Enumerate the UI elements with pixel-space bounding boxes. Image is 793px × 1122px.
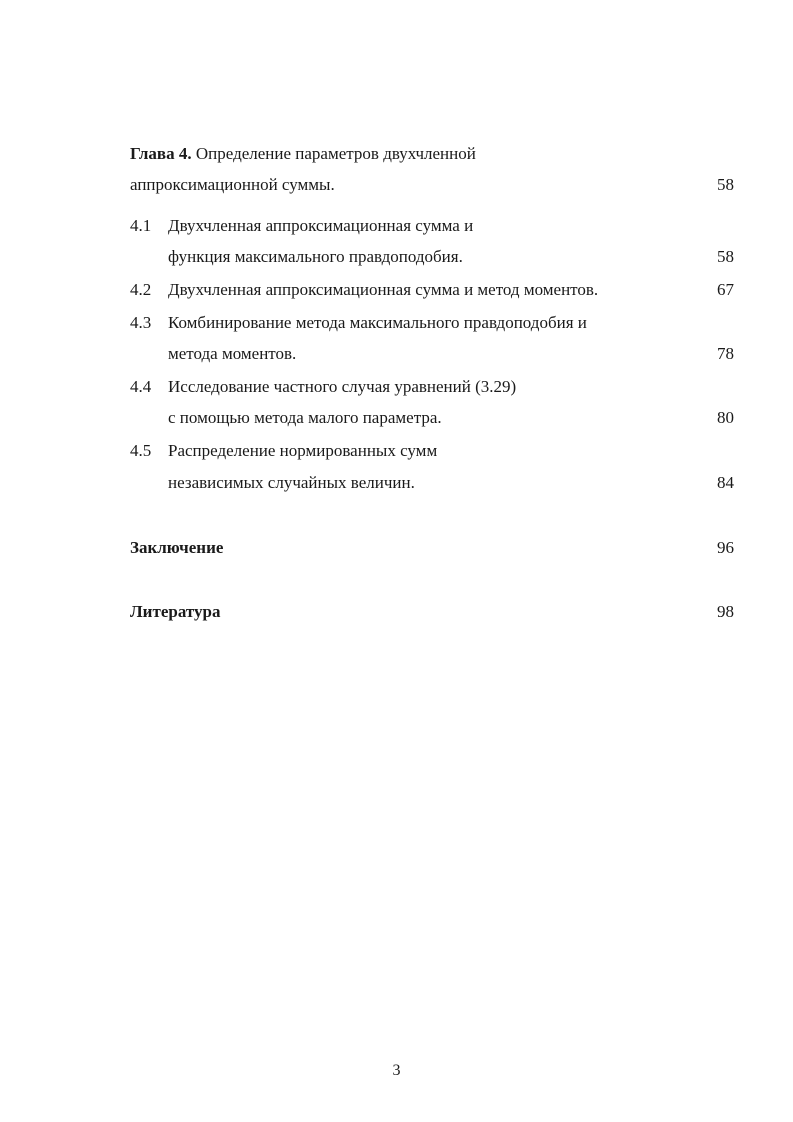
chapter-title-part2: аппроксимационной суммы. bbox=[130, 175, 335, 194]
literature-title: Литература bbox=[130, 602, 221, 621]
toc-chapter4-line1 bbox=[0, 141, 793, 167]
toc-page-number: 80 bbox=[717, 408, 734, 427]
toc-page-number: 58 bbox=[717, 175, 734, 194]
toc-page-number: 67 bbox=[717, 280, 734, 299]
toc-page-number: 58 bbox=[717, 247, 734, 266]
chapter-title-part1: Определение параметров двухчленной bbox=[195, 144, 476, 163]
toc-entry-4-4-line1 bbox=[0, 374, 793, 400]
toc-page-number: 78 bbox=[717, 344, 734, 363]
toc-entry-4-3-line2 bbox=[0, 341, 793, 367]
section-title: Исследование частного случая уравнений (3.29) bbox=[168, 377, 517, 396]
toc-entry-4-4-line2 bbox=[0, 405, 793, 431]
toc-entry-4-5-line1 bbox=[0, 438, 793, 464]
toc-entry-4-1-line1 bbox=[0, 213, 793, 239]
toc-entry-conclusion bbox=[0, 535, 793, 561]
toc-page-number: 98 bbox=[717, 602, 734, 621]
section-number: 4.5 bbox=[130, 441, 152, 460]
section-number: 4.2 bbox=[130, 280, 152, 299]
toc-chapter4-line2 bbox=[0, 172, 793, 198]
section-number: 4.1 bbox=[130, 216, 152, 235]
section-title-cont: независимых случайных величин. bbox=[168, 473, 415, 492]
page-number-footer: 3 bbox=[392, 1062, 401, 1079]
section-title-cont: с помощью метода малого параметра. bbox=[168, 408, 442, 427]
toc-page-number: 96 bbox=[717, 538, 734, 557]
toc-entry-4-5-line2 bbox=[0, 470, 793, 496]
section-title-cont: функция максимального правдоподобия. bbox=[168, 247, 463, 266]
section-number: 4.3 bbox=[130, 313, 152, 332]
section-title: Двухчленная аппроксимационная сумма и bbox=[168, 216, 474, 235]
toc-entry-literature bbox=[0, 599, 793, 625]
toc-page-number: 84 bbox=[717, 473, 734, 492]
section-title: Комбинирование метода максимального правдоподобия и bbox=[168, 313, 587, 332]
section-number: 4.4 bbox=[130, 377, 152, 396]
toc-entry-4-3-line1 bbox=[0, 310, 793, 336]
chapter-label: Глава 4. bbox=[130, 144, 192, 163]
section-title-cont: метода моментов. bbox=[168, 344, 297, 363]
conclusion-title: Заключение bbox=[130, 538, 224, 557]
section-title: Распределение нормированных сумм bbox=[168, 441, 438, 460]
toc-entry-4-1-line2 bbox=[0, 244, 793, 270]
toc-chapter4-title bbox=[130, 141, 476, 167]
toc-entry-4-2 bbox=[0, 277, 793, 303]
section-title: Двухчленная аппроксимационная сумма и метод моментов. bbox=[168, 280, 599, 299]
